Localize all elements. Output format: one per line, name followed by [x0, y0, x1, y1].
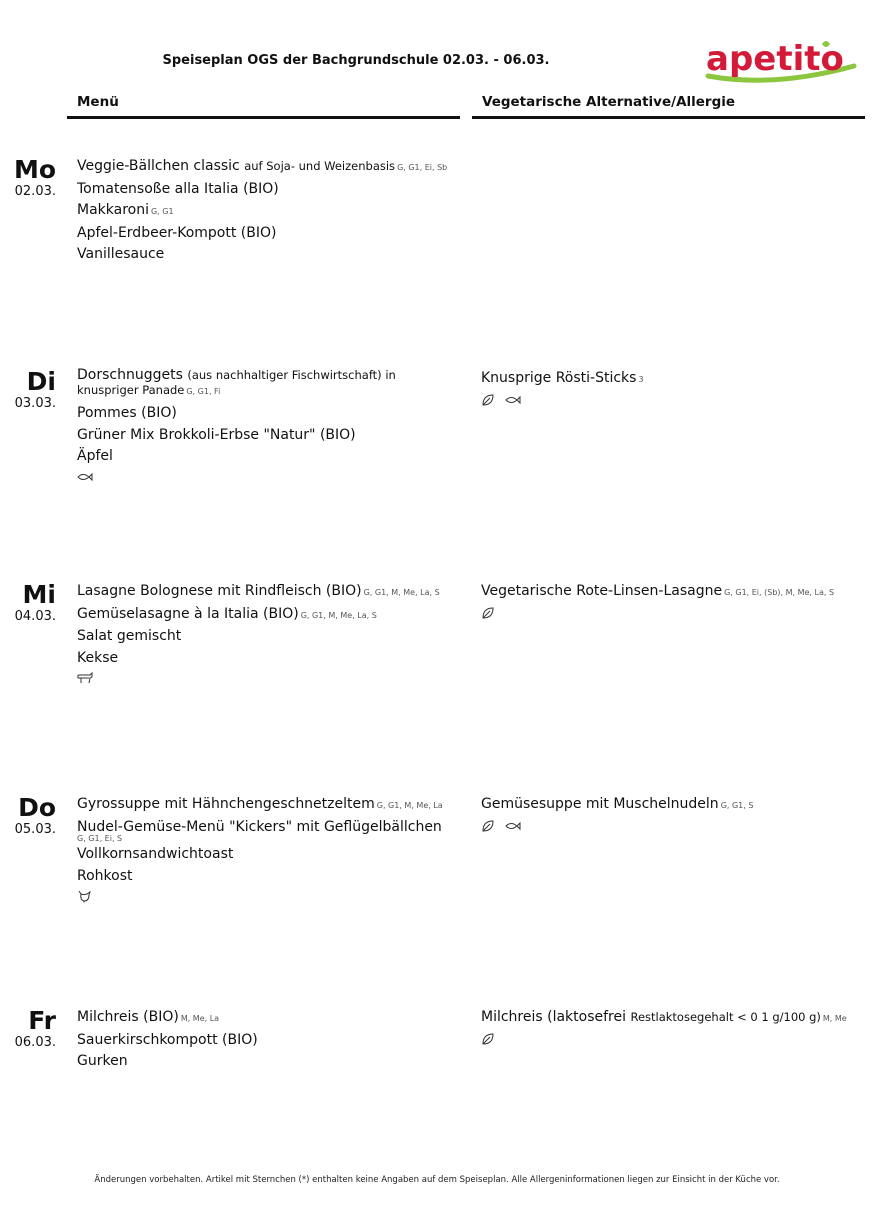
dish-name: Milchreis (BIO): [77, 1009, 179, 1025]
vegetarian-alternative: [481, 368, 866, 408]
day-label: [0, 581, 56, 625]
day-abbr: Mo: [13, 155, 56, 184]
day-label: [0, 1007, 56, 1051]
allergens: G, G1, Fi: [186, 387, 221, 396]
dish: Gurken: [77, 1053, 128, 1069]
vegetarian-alternative: [481, 794, 866, 834]
dish: Apfel-Erdbeer-Kompott (BIO): [77, 224, 277, 241]
dish-name: Nudel-Gemüse-Menü "Kickers" mit Geflügelbällchen: [77, 818, 442, 835]
fish-icon: [505, 395, 521, 405]
dish: Grüner Mix Brokkoli-Erbse "Natur" (BIO): [77, 426, 356, 443]
day-date: 02.03.: [14, 184, 56, 199]
menu-dishes: [77, 368, 457, 485]
alt-icons: [481, 605, 866, 621]
dish-name: Milchreis (laktosefrei: [481, 1009, 627, 1025]
day-abbr: Fr: [28, 1006, 56, 1035]
alt-icons: [481, 1031, 866, 1047]
day-abbr: Mi: [22, 580, 56, 609]
allergens: G, G1, M, Me, La, S: [300, 610, 377, 620]
day-abbr: Di: [26, 367, 56, 396]
dish: [77, 200, 457, 223]
dish-name: Makkaroni: [77, 202, 149, 218]
fish-icon: [505, 821, 521, 831]
alt-dish: [481, 368, 866, 391]
day-label: [0, 368, 56, 412]
dish: [77, 817, 457, 845]
dish-note: Restlaktosegehalt < 0 1 g/100 g): [630, 1010, 821, 1024]
alt-dish: [481, 581, 866, 604]
dish: [77, 794, 457, 817]
dish-name: Dorschnuggets: [77, 367, 183, 383]
allergens: G, G1, S: [720, 801, 754, 810]
menu-dishes: [77, 1007, 457, 1073]
dish-name: Gemüsesuppe mit Muschelnudeln: [481, 796, 719, 812]
allergens: G, G1, Ei, Sb: [397, 163, 448, 172]
dish: Salat gemischt: [77, 628, 182, 644]
dish: Kekse: [77, 649, 119, 666]
dish: Vollkornsandwichtoast: [77, 846, 234, 862]
allergens: G, G1, Ei, S: [77, 834, 123, 843]
logo-text: apetito: [706, 39, 844, 79]
menu-dishes: [77, 794, 457, 904]
dish: Rohkost: [77, 867, 133, 884]
dish-name: Knusprige Rösti-Sticks: [481, 370, 637, 386]
day-date: 04.03.: [14, 609, 56, 624]
dish: Vanillesauce: [77, 246, 165, 262]
alt-icons: [481, 818, 866, 834]
column-header-vegetarian: Vegetarische Alternative/Allergie: [472, 94, 865, 119]
dish: [77, 156, 457, 179]
allergens: G, G1, Ei, (Sb), M, Me, La, S: [724, 588, 835, 597]
day-date: 06.03.: [14, 1035, 56, 1050]
chicken-icon: [77, 889, 91, 903]
allergens: M, Me: [822, 1014, 847, 1023]
alt-dish: [481, 794, 866, 817]
dish: [77, 1007, 457, 1030]
dish-name: Vegetarische Rote-Linsen-Lasagne: [481, 583, 723, 599]
dish: Tomatensoße alla Italia (BIO): [77, 180, 279, 197]
leaf-icon: [481, 819, 495, 833]
menu-icons: [77, 469, 457, 485]
dish: Äpfel: [77, 448, 113, 464]
dish-note: (aus nachhaltiger Fischwirtschaft) in knuspriger Panade: [77, 368, 396, 397]
menu-icons: [77, 888, 457, 904]
leaf-icon: [481, 606, 495, 620]
column-header-menu: Menü: [67, 94, 460, 119]
vegetarian-alternative: [481, 1007, 866, 1047]
day-abbr: Do: [18, 793, 56, 822]
allergens: 3: [638, 375, 644, 384]
page-title: Speiseplan OGS der Bachgrundschule 02.03. - 06.03.: [162, 53, 550, 68]
dish: Sauerkirschkompott (BIO): [77, 1031, 258, 1048]
dish-note: auf Soja- und Weizenbasis: [244, 159, 396, 173]
day-label: [0, 794, 56, 838]
dish: [77, 581, 457, 604]
fish-icon: [77, 472, 93, 482]
dish: Pommes (BIO): [77, 405, 177, 421]
allergens: G, G1, M, Me, La, S: [363, 588, 440, 597]
dish: [77, 368, 457, 399]
dish-name: Gemüselasagne à la Italia (BIO): [77, 605, 299, 622]
dish-name: Gyrossuppe mit Hähnchengeschnetzeltem: [77, 796, 375, 812]
allergens: M, Me, La: [180, 1014, 220, 1023]
alt-dish: [481, 1007, 866, 1030]
day-label: [0, 156, 56, 200]
alt-icons: [481, 392, 866, 408]
dish: [77, 604, 457, 627]
leaf-icon: [481, 393, 495, 407]
dish-name: Lasagne Bolognese mit Rindfleisch (BIO): [77, 583, 362, 599]
allergens: G, G1: [150, 207, 174, 216]
menu-dishes: [77, 156, 457, 266]
cow-icon: [77, 672, 93, 684]
day-date: 05.03.: [14, 822, 56, 837]
footer-note: Änderungen vorbehalten. Artikel mit Sternchen (*) enthalten keine Angaben auf dem Speiseplan. Alle Allergeninformationen liegen zur Einsicht in der Küche vor.: [94, 1175, 780, 1185]
leaf-icon: [481, 1032, 495, 1046]
menu-dishes: [77, 581, 457, 686]
dish-name: Veggie-Bällchen classic: [77, 158, 240, 174]
apetito-logo: [704, 36, 860, 86]
vegetarian-alternative: [481, 581, 866, 621]
allergens: G, G1, M, Me, La: [376, 801, 443, 810]
menu-icons: [77, 670, 457, 686]
day-date: 03.03.: [14, 396, 56, 411]
